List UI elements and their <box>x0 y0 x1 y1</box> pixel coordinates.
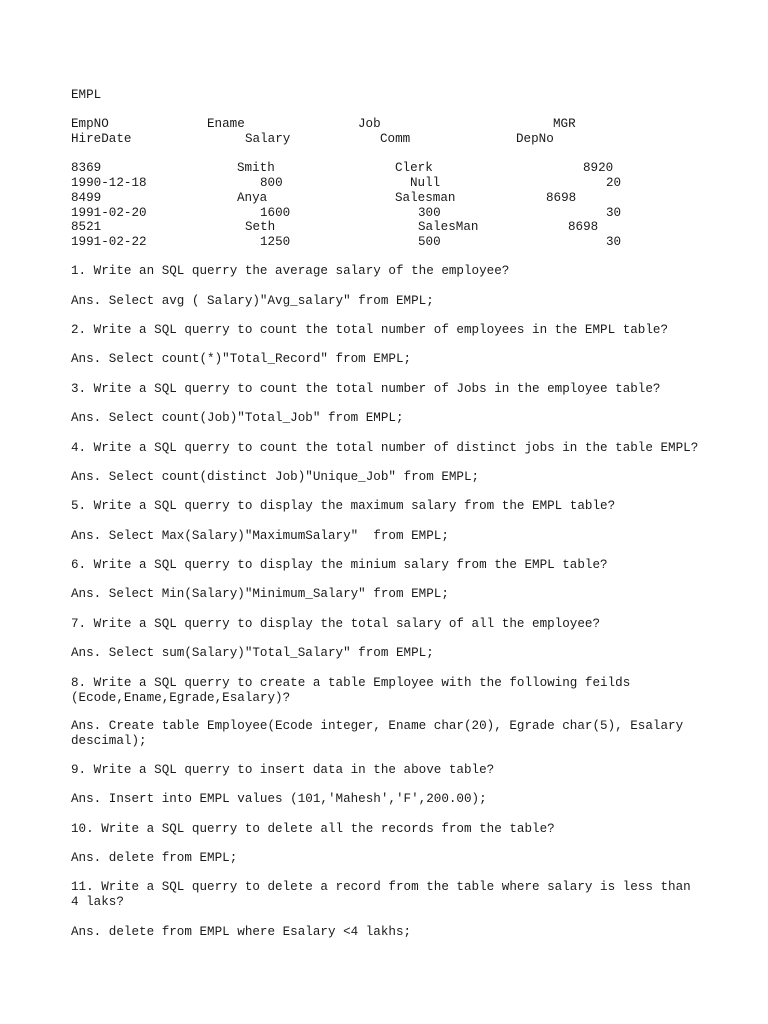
record-ename: Anya <box>237 191 268 205</box>
answer-10: Ans. delete from EMPL; <box>71 851 238 865</box>
record-empno: 8521 <box>71 220 102 234</box>
header-mgr: MGR <box>553 117 576 131</box>
record-salary: 800 <box>260 176 283 190</box>
question-4: 4. Write a SQL querry to count the total number of distinct jobs in the table EMPL? <box>71 441 699 455</box>
header-job: Job <box>358 117 381 131</box>
record-hiredate: 1990-12-18 <box>71 176 147 190</box>
record-salary: 1250 <box>260 235 291 249</box>
record-ename: Smith <box>237 161 275 175</box>
answer-3: Ans. Select count(Job)"Total_Job" from EMPL; <box>71 411 404 425</box>
record-depno: 20 <box>606 176 622 190</box>
record-depno: 30 <box>606 206 622 220</box>
question-11: 11. Write a SQL querry to delete a record from the table where salary is less than 4 laks? <box>71 880 691 909</box>
record-job: Clerk <box>395 161 433 175</box>
record-empno: 8369 <box>71 161 102 175</box>
question-2: 2. Write a SQL querry to count the total number of employees in the EMPL table? <box>71 323 669 337</box>
question-3: 3. Write a SQL querry to count the total number of Jobs in the employee table? <box>71 382 661 396</box>
answer-5: Ans. Select Max(Salary)"MaximumSalary" from EMPL; <box>71 529 449 543</box>
question-6: 6. Write a SQL querry to display the minium salary from the EMPL table? <box>71 558 608 572</box>
header-ename: Ename <box>207 117 245 131</box>
answer-6: Ans. Select Min(Salary)"Minimum_Salary" from EMPL; <box>71 587 449 601</box>
answer-2: Ans. Select count(*)"Total_Record" from EMPL; <box>71 352 412 366</box>
record-mgr: 8698 <box>546 191 577 205</box>
record-ename: Seth <box>245 220 276 234</box>
header-depno: DepNo <box>516 132 554 146</box>
answer-8: Ans. Create table Employee(Ecode integer, Ename char(20), Egrade char(5), Esalary descimal); <box>71 719 684 748</box>
answer-9: Ans. Insert into EMPL values (101,'Mahesh','F',200.00); <box>71 792 487 806</box>
question-8: 8. Write a SQL querry to create a table Employee with the following feilds (Ecode,Ename,Egrade,Esalary)? <box>71 676 631 705</box>
answer-11: Ans. delete from EMPL where Esalary <4 lakhs; <box>71 925 412 939</box>
record-comm: 500 <box>418 235 441 249</box>
answer-4: Ans. Select count(distinct Job)"Unique_Job" from EMPL; <box>71 470 480 484</box>
record-hiredate: 1991-02-20 <box>71 206 147 220</box>
record-hiredate: 1991-02-22 <box>71 235 147 249</box>
question-7: 7. Write a SQL querry to display the total salary of all the employee? <box>71 617 601 631</box>
header-comm: Comm <box>380 132 411 146</box>
answer-1: Ans. Select avg ( Salary)"Avg_salary" from EMPL; <box>71 294 434 308</box>
question-1: 1. Write an SQL querry the average salary of the employee? <box>71 264 510 278</box>
record-depno: 30 <box>606 235 622 249</box>
header-hiredate: HireDate <box>71 132 132 146</box>
record-job: Salesman <box>395 191 456 205</box>
record-mgr: 8698 <box>568 220 599 234</box>
answer-7: Ans. Select sum(Salary)"Total_Salary" from EMPL; <box>71 646 434 660</box>
record-empno: 8499 <box>71 191 102 205</box>
question-5: 5. Write a SQL querry to display the maximum salary from the EMPL table? <box>71 499 616 513</box>
question-9: 9. Write a SQL querry to insert data in the above table? <box>71 763 495 777</box>
header-salary: Salary <box>245 132 291 146</box>
question-10: 10. Write a SQL querry to delete all the records from the table? <box>71 822 555 836</box>
record-mgr: 8920 <box>583 161 614 175</box>
record-comm: Null <box>410 176 441 190</box>
record-job: SalesMan <box>418 220 479 234</box>
record-comm: 300 <box>418 206 441 220</box>
table-title: EMPL <box>71 88 102 102</box>
record-salary: 1600 <box>260 206 291 220</box>
header-empno: EmpNO <box>71 117 109 131</box>
